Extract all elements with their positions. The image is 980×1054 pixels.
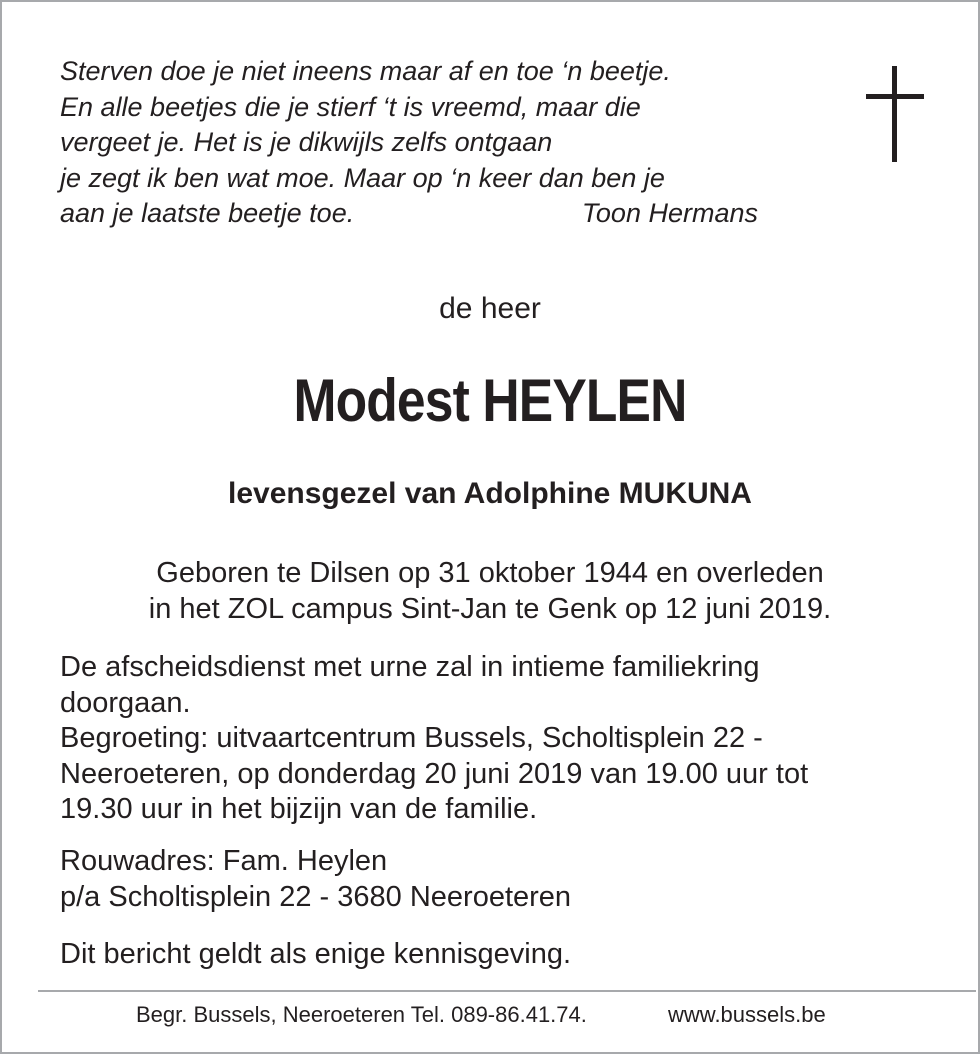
cross-icon bbox=[866, 66, 924, 162]
poem-line: je zegt ik ben wat moe. Maar op ‘n keer dan ben je bbox=[60, 162, 665, 193]
poem-last-line bbox=[60, 196, 758, 232]
poem-line: Sterven doe je niet ineens maar af en toe ‘n beetje. bbox=[60, 56, 671, 86]
address-line: p/a Scholtisplein 22 - 3680 Neeroeteren bbox=[60, 880, 572, 913]
title-prefix: de heer bbox=[439, 292, 541, 325]
undertaker-info: Begr. Bussels, Neeroeteren Tel. 089-86.41.74. bbox=[136, 1002, 587, 1027]
service-details bbox=[60, 650, 940, 828]
service-line: Begroeting: uitvaartcentrum Bussels, Scholtisplein 22 - bbox=[60, 722, 763, 754]
service-line: Neeroeteren, op donderdag 20 juni 2019 van 19.00 uur tot bbox=[60, 757, 809, 790]
poem-author: Toon Hermans bbox=[581, 198, 758, 228]
poem-line: En alle beetjes die je stierf ‘t is vreemd, maar die bbox=[60, 91, 641, 122]
footer-divider bbox=[38, 990, 976, 992]
poem-line: vergeet je. Het is je dikwijls zelfs ontgaan bbox=[60, 127, 553, 157]
birth-death-line: in het ZOL campus Sint-Jan te Genk op 12 juni 2019. bbox=[148, 592, 832, 625]
service-line: De afscheidsdienst met urne zal in intieme familiekring bbox=[60, 651, 760, 683]
address-line: Rouwadres: Fam. Heylen bbox=[60, 845, 388, 877]
service-line: doorgaan. bbox=[60, 686, 191, 719]
birth-death-info bbox=[2, 556, 978, 627]
notice-line: Dit bericht geldt als enige kennisgeving. bbox=[60, 938, 572, 970]
poem-line: aan je laatste beetje toe. bbox=[60, 198, 355, 228]
birth-death-line: Geboren te Dilsen op 31 oktober 1944 en overleden bbox=[156, 557, 824, 589]
partner-line: levensgezel van Adolphine MUKUNA bbox=[228, 477, 752, 510]
website-link[interactable]: www.bussels.be bbox=[668, 1002, 826, 1027]
poem bbox=[60, 54, 780, 232]
mourning-address bbox=[60, 844, 940, 915]
service-line: 19.30 uur in het bijzijn van de familie. bbox=[60, 793, 538, 825]
deceased-name: Modest HEYLEN bbox=[293, 367, 687, 434]
